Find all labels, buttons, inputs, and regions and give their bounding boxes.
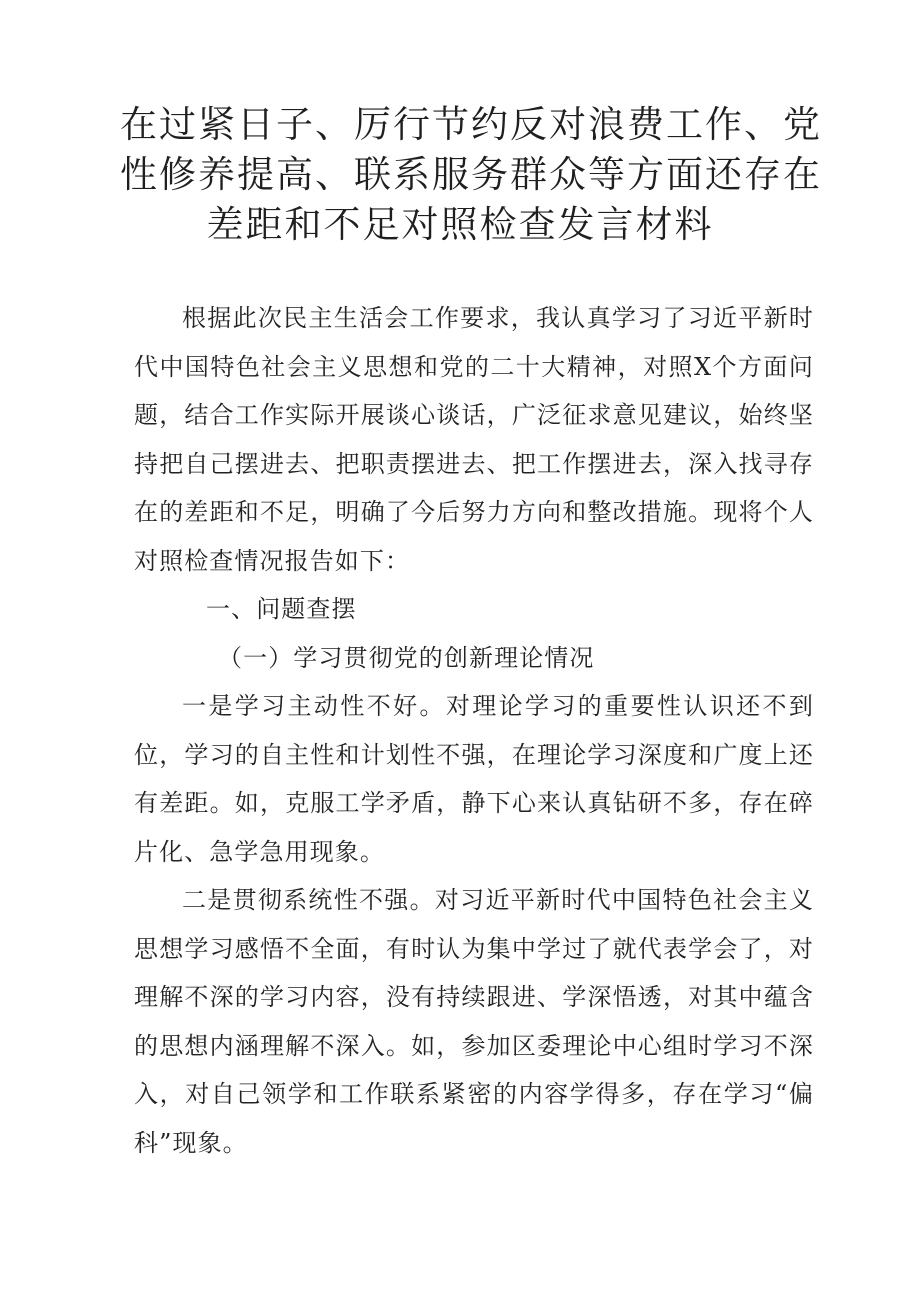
document-title xyxy=(120,100,822,250)
title-line-2: 性修养提高、联系服务群众等方面还存在 xyxy=(120,153,822,196)
subsection-heading: （一）学习贯彻党的创新理论情况 xyxy=(218,643,595,672)
title-line-3: 差距和不足对照检查发言材料 xyxy=(206,203,714,246)
point-2-paragraph: 二是贯彻系统性不强。对习近平新时代中国特色社会主义思想学习感悟不全面，有时认为集中学过了就代表学会了，对理解不深的学习内容，没有持续跟进、学深悟透，对其中蕴含的思想内涵理解不深入。如，参加区委理论中心组时学习不深入，对自己领学和工作联系紧密的内容学得多，存在学习“偏科”现象。 xyxy=(134,886,814,1157)
point-1-paragraph: 一是学习主动性不好。对理论学习的重要性认识还不到位，学习的自主性和计划性不强，在理论学习深度和广度上还有差距。如，克服工学矛盾，静下心来认真钻研不多，存在碎片化、急学急用现象。 xyxy=(134,692,814,866)
title-line-1: 在过紧日子、厉行节约反对浪费工作、党 xyxy=(120,103,822,146)
section-heading: 一、问题查摆 xyxy=(206,595,357,623)
document-body xyxy=(134,294,814,1167)
intro-paragraph: 根据此次民主生活会工作要求，我认真学习了习近平新时代中国特色社会主义思想和党的二十大精神，对照X个方面问题，结合工作实际开展谈心谈话，广泛征求意见建议，始终坚持把自己摆进去、把职责摆进去、把工作摆进去，深入找寻存在的差距和不足，明确了今后努力方向和整改措施。现将个人对照检查情况报告如下： xyxy=(134,304,814,575)
